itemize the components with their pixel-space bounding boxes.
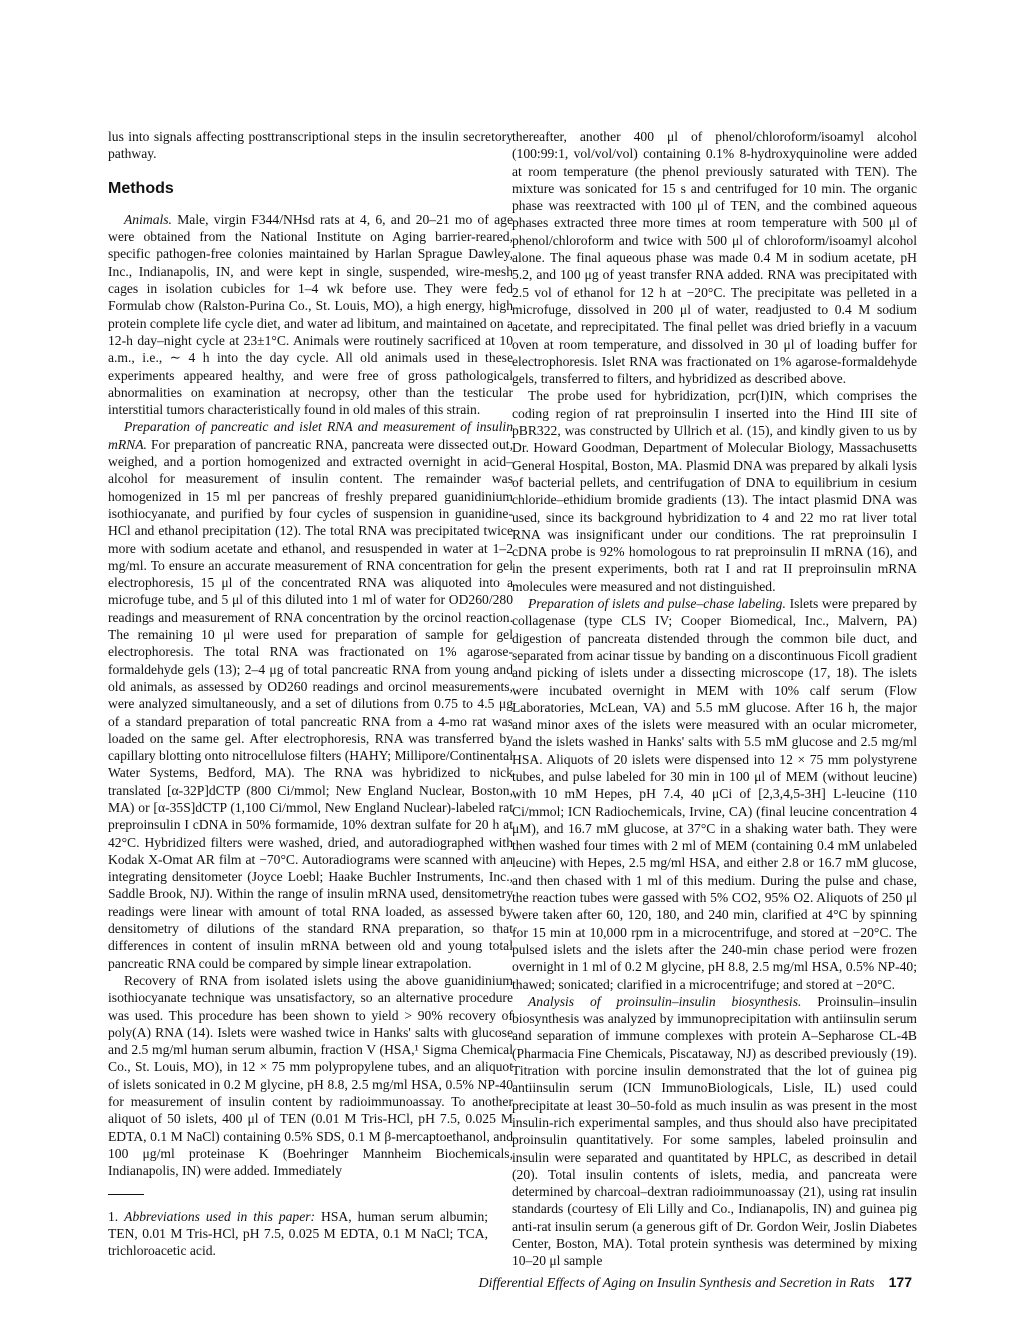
prep-rna-paragraph [108,418,513,972]
animals-runin: Animals. [124,211,172,227]
prep-islets-text: Islets were prepared by collagenase (type CLS IV; Cooper Biomedical, Inc., Malvern, PA) digestion of pancreata distended through the common bile duct, and separated from acinar tissue by banding on a discontinuous Ficoll gradient and picking of islets under a dissecting microscope (17, 18). The islets were incubated overnight in MEM with 10% calf serum (Flow Laboratories, McLean, VA) and 5.5 mM glucose. After 16 h, the major and minor axes of the islets were measured with an ocular micrometer, and the islets washed in Hanks' salts with 5.5 mM glucose and 2.5 mg/ml HSA. Aliquots of 20 islets were dispensed into 12 × 75 mm polystyrene tubes, and pulse labeled for 30 min in 100 μl of MEM (without leucine) with 10 mM Hepes, pH 7.4, 40 μCi of [2,3,4,5-3H] L-leucine (110 Ci/mmol; ICN Radiochemicals, Irvine, CA) (final leucine concentration 4 μM), and 16.7 mM glucose, at 37°C in a shaking water bath. They were then washed four times with 2 ml of MEM (containing 0.4 mM unlabeled leucine) with Hepes, 2.5 mg/ml HSA, and either 2.8 or 16.7 mM glucose, and then chased with 1 ml of this medium. During the pulse and chase, the reaction tubes were gassed with 5% CO2, 95% O2. Aliquots of 250 μl were taken after 60, 120, 180, and 240 min, clarified at 4°C by spinning for 15 min at 10,000 rpm in a microcentrifuge, and stored at −20°C. The pulsed islets and the islets after the 240-min chase period were frozen overnight in 1 ml of 0.2 M glycine, pH 8.8, 2.5 mg/ml HSA, 0.5% NP-40; thawed; sonicated; clarified in a microcentrifuge; and stored at −20°C. [512,596,917,992]
footnote-divider [108,1194,144,1195]
analysis-paragraph [512,993,917,1270]
footnote-number: 1. [108,1209,125,1224]
prep-rna-runin: Preparation of pancreatic and islet RNA and measurement of insulin mRNA. [108,419,513,452]
recovery-paragraph: Recovery of RNA from isolated islets using the above guanidinium isothiocyanate technique was unsatisfactory, so an alternative procedure was used. This procedure has been shown to yield > 90% recovery of poly(A) RNA (14). Islets were washed twice in Hanks' salts with glucose and 2.5 mg/ml human serum albumin, fraction V (HSA,¹ Sigma Chemical Co., St. Louis, MO), in 12 × 75 mm polypropylene tubes, and an aliquot of islets sonicated in 0.2 M glycine, pH 8.8, 2.5 mg/ml HSA, 0.5% NP-40 for measurement of insulin content by radioimmunoassay. To another aliquot of 50 islets, 400 μl of TEN (0.01 M Tris-HCl, pH 7.5, 0.025 M EDTA, 0.1 M NaCl) containing 0.5% SDS, 0.1 M β-mercaptoethanol, and 100 μg/ml proteinase K (Boehringer Mannheim Biochemicals, Indianapolis, IN) were added. Immediately [108,972,513,1179]
methods-heading: Methods [108,179,174,197]
left-column [108,128,513,1180]
continuation-paragraph: thereafter, another 400 μl of phenol/chloroform/isoamyl alcohol (100:99:1, vol/vol/vol) containing 0.1% 8-hydroxyquinoline were added at room temperature (the phenol previously saturated with TEN). The mixture was sonicated for 15 s and centrifuged for 10 min. The organic phase was reextracted with 100 μl of TEN, and the combined aqueous phases extracted three more times at room temperature with 500 μl of phenol/chloroform and twice with 500 μl of chloroform/isoamyl alcohol alone. The final aqueous phase was made 0.4 M in sodium acetate, pH 5.2, and 100 μg of yeast transfer RNA added. RNA was precipitated with 2.5 vol of ethanol for 12 h at −20°C. The precipitate was pelleted in a microfuge, dissolved in 200 μl of water, readjusted to 0.4 M sodium acetate, and reprecipitated. The final pellet was dried briefly in a vacuum oven at room temperature, and dissolved in 30 μl of loading buffer for electrophoresis. Islet RNA was fractionated on 1% agarose-formaldehyde gels, transferred to filters, and hybridized as described above. [512,129,917,387]
prep-islets-runin: Preparation of islets and pulse–chase labeling. [528,596,786,612]
animals-paragraph [108,211,513,419]
intro-paragraph: lus into signals affecting posttranscriptional steps in the insulin secretory pathway. [108,129,513,162]
probe-paragraph: The probe used for hybridization, pcr(I)IN, which comprises the coding region of rat preproinsulin I inserted into the Hind III site of pBR322, was constructed by Ullrich et al. (15), and kindly given to us by Dr. Howard Goodman, Department of Molecular Biology, Massachusetts General Hospital, Boston, MA. Plasmid DNA was prepared by alkali lysis of bacterial pellets, and centrifugation of DNA to equilibrium in cesium chloride–ethidium bromide gradients (13). The intact plasmid DNA was used, since its background hybridization to 4 and 22 mo rat liver total RNA was insignificant under our conditions. The rat preproinsulin I cDNA probe is 92% homologous to rat preproinsulin II mRNA (16), and in the present experiments, both rat I and rat II preproinsulin mRNA molecules were measured and not distinguished. [512,388,917,594]
footnote-text: HSA, human serum albumin; TEN, 0.01 M Tris-HCl, pH 7.5, 0.025 M EDTA, 0.1 M NaCl; TCA, trichloroacetic acid. [108,1209,489,1258]
page-footer [0,1274,912,1292]
analysis-text: Proinsulin–insulin biosynthesis was analyzed by immunoprecipitation with antiinsulin serum and separation of immune complexes with protein A–Sepharose CL-4B (Pharmacia Fine Chemicals, Piscataway, NJ) as described previously (19). Titration with porcine insulin demonstrated that the lot of guinea pig antiinsulin serum (ICN ImmunoBiologicals, Lisle, IL) used could precipitate at least 30–50-fold as much insulin as was present in the most insulin-rich experimental samples, and thus should also have precipitated proinsulin quantitatively. For some samples, labeled proinsulin and insulin were separated and quantitated by HPLC, as described in detail (20). Total insulin contents of islets, media, and pancreata were determined by charcoal–dextran radioimmunoassay (21), using rat insulin standards (courtesy of Eli Lilly and Co., Indianapolis, IN) and guinea pig anti-rat insulin serum (a generous gift of Dr. Gordon Weir, Joslin Diabetes Center, Boston, MA). Total protein synthesis was determined by mixing 10–20 μl sample [512,993,917,1269]
analysis-runin: Analysis of proinsulin–insulin biosynthesis. [528,993,802,1009]
page-number: 177 [888,1274,912,1290]
footnote-runin: Abbreviations used in this paper: [124,1209,316,1224]
running-title: Differential Effects of Aging on Insulin Synthesis and Secretion in Rats [478,1276,875,1291]
footnote [108,1208,488,1259]
prep-rna-text: For preparation of pancreatic RNA, pancreata were dissected out, weighed, and a portion homogenized and extracted overnight in acid–alcohol for measurement of insulin content. The remainder was homogenized in 15 ml per pancreas of freshly prepared guanidinium isothiocyanate, and purified by four cycles of suspension in guanidine-HCl and ethanol precipitation (12). The total RNA was precipitated twice more with sodium acetate and ethanol, and resuspended in water at 1–2 mg/ml. To ensure an accurate measurement of RNA concentration for gel electrophoresis, 15 μl of the concentrated RNA was aliquoted into a microfuge tube, and 5 μl of this diluted into 1 ml of water for OD260/280 readings and measurement of RNA concentration by the orcinol reaction. The remaining 10 μl were used for preparation of sample for gel electrophoresis. The total RNA was fractionated on 1% agarose-formaldehyde gels (13); 2–4 μg of total pancreatic RNA from young and old animals, as assessed by OD260 readings and orcinol measurements, were analyzed simultaneously, and a set of dilutions from 0.75 to 4.5 μg of a standard preparation of total pancreatic RNA from a 4-mo rat was loaded on the same gel. After electrophoresis, RNA was transferred by capillary blotting onto nitrocellulose filters (HAHY; Millipore/Continental Water Systems, Bedford, MA). The RNA was hybridized to nick translated [α-32P]dCTP (800 Ci/mmol; New England Nuclear, Boston, MA) or [α-35S]dCTP (1,100 Ci/mmol, New England Nuclear)-labeled rat preproinsulin I cDNA in 50% formamide, 10% dextran sulfate for 20 h at 42°C. Hybridized filters were washed, dried, and autoradiographed with Kodak X-Omat AR film at −70°C. Autoradiograms were scanned with an integrating densitometer (Joyce Loebl; Haake Buchler Instruments, Inc., Saddle Brook, NJ). Within the range of insulin mRNA used, densitometry readings were linear with amount of total RNA loaded, as assessed by densitometry of dilutions of the standard RNA preparation, so that differences in content of insulin mRNA between old and young total pancreatic RNA could be compared by simple linear extrapolation. [108,436,513,971]
animals-text: Male, virgin F344/NHsd rats at 4, 6, and 20–21 mo of age were obtained from the National Institute on Aging barrier-reared, specific pathogen-free colonies maintained by Harlan Sprague Dawley, Inc., Indianapolis, IN, and were kept in single, suspended, wire-mesh cages in isolation cubicles for 1–4 wk before use. They were fed Formulab chow (Ralston-Purina Co., St. Louis, MO), a high energy, high protein complete life cycle diet, and water ad libitum, and maintained on a 12-h day–night cycle at 23±1°C. Animals were routinely sacrificed at 10 a.m., i.e., ∼ 4 h into the day cycle. All old animals used in these experiments appeared healthy, and were free of gross pathological abnormalities on examination at necropsy, other than the testicular interstitial tumors characteristically found in old males of this strain. [108,211,513,418]
prep-islets-paragraph [512,595,917,993]
right-column [512,128,917,1270]
